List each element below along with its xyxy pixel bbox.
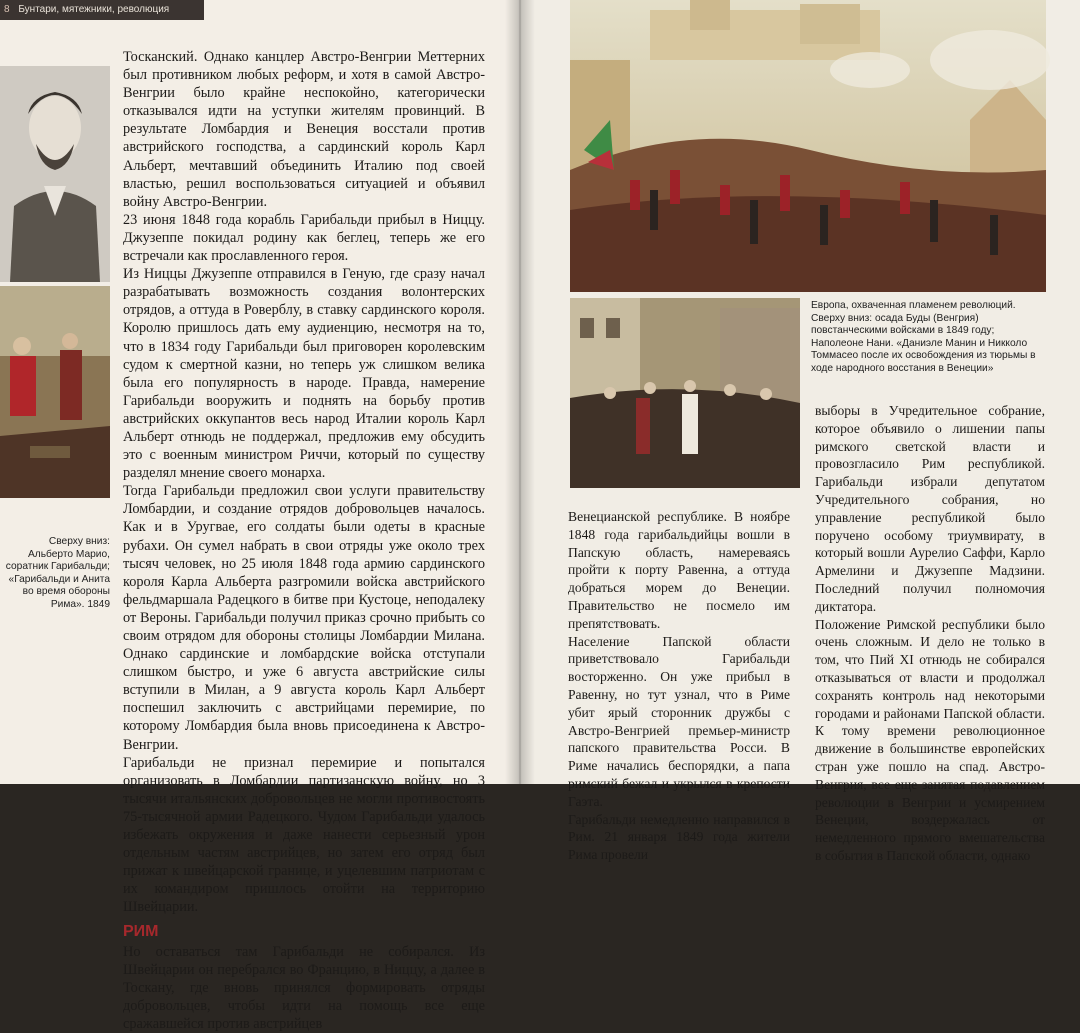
paragraph: 23 июня 1848 года корабль Гарибальди прибыл в Ниццу. Джузеппе покидал родину как беглец, теперь же его встречали как прославленного героя. xyxy=(123,211,485,265)
running-head xyxy=(0,0,204,20)
portrait-alberto-mario xyxy=(0,66,110,282)
paragraph: Население Папской области приветствовало Гарибальди восторженно. Он уже прибыл в Равенну, но тут узнал, что в Риме убит ярый сторонник дружбы с Австро-Венгрией премьер-министр папского правительства Росси. В Риме начались беспорядки, а папа римский бежал и укрылся в крепости Гаэта. xyxy=(568,633,790,809)
paragraph: Гарибальди немедленно направился в Рим. 21 января 1849 года жители Рима провели xyxy=(568,811,790,863)
paragraph: Но оставаться там Гарибальди не собирался. Из Швейцарии он перебрался во Францию, в Ниццу, а далее в Тоскану, где вновь принялся формировать отряды добровольцев, чтобы идти на помощь все еще сражавшейся против австрийцев xyxy=(123,943,485,1032)
left-body xyxy=(123,48,485,1033)
section-heading: РИМ xyxy=(123,922,159,940)
painting-siege-of-buda xyxy=(570,0,1046,292)
running-head-title: Бунтари, мятежники, революция xyxy=(18,4,170,15)
paragraph: Гарибальди не признал перемирие и попытался организовать в Ломбардии партизанскую войну, но 3 тысячи итальянских добровольцев не могли противостоять 75-тысячной армии Радецкого. Чудом Гарибальди удалось избежать окружения и даже нанести серьезный урон отдельным частям австрийцев, но затем его отряд был прижат к швейцарской границе, и уцелевшим патриотам с их командиром пришлось отойти на территорию Швейцарии. xyxy=(123,754,485,916)
left-page xyxy=(0,0,520,1032)
paragraph: Положение Римской республики было очень сложным. И дело не только в том, что Пий XI отнюдь не собирался отказываться от власти и продолжал сохранять контроль над некоторыми городами и районами Папской области. К тому времени революционное движение в большинстве европейских стран уже пошло на спад. Австро-Венгрия, все еще занятая подавлением революции в Венгрии и усмирением Венеции, воздержалась от немедленного прямого вмешательства в события в Папской области, однако xyxy=(815,616,1045,863)
paragraph: Тогда Гарибальди предложил свои услуги правительству Ломбардии, и создание отрядов добровольцев началось. Как и в Уругвае, его солдаты были одеты в красные рубахи. Он сумел набрать в свои отряды уже около трех тысяч человек, но 25 июля 1848 года армию сардинского короля Карла Альберта разгромили войска австрийского фельдмаршала Радецкого в битве при Кустоце, неподалеку от Вероны. Гарибальди получил приказ срочно прибыть со своим отрядом для обороны столицы Ломбардии Милана. Однако сардинские и ломбардские войска отступали слишком быстро, и уже 6 августа австрийские силы вступили в Милан, а 9 августа король Карл Альберт поспешил заключить с австрийцами перемирие, по которому Ломбардия была вновь присоединена к Австро-Венгрии. xyxy=(123,483,485,753)
paragraph: выборы в Учредительное собрание, которое объявило о лишении папы римского светской власти и провозгласило Рим республикой. Гарибальди избрали депутатом Учредительного собрания, но управление республикой было поручено особому триумвирату, в который вошли Аурелио Саффи, Карло Армелини и Джузеппе Мадзини. Последний получил полномочия диктатора. xyxy=(815,403,1045,614)
left-caption: Сверху вниз: Альберто Марио, соратник Гарибальди; «Гарибальди и Анита во время обороны Рима». 1849 xyxy=(5,536,110,610)
painting-garibaldi-anita xyxy=(0,286,110,498)
right-column-2 xyxy=(815,402,1045,865)
paragraph: Из Ниццы Джузеппе отправился в Геную, где сразу начал разрабатывать возможность создания волонтерских отрядов, а оттуда в Роверблу, в ставку сардинского короля. Королю пришлось дать ему аудиенцию, несмотря на то, что в 1834 году Гарибальди был приговорен королевским судом к смертной казни, но теперь уж слишком велика была его популярность в народе. Правда, намерение Гарибальди вооружить и поднять на борьбу против австрийских оккупантов весь народ Италии король Карл Альберт отнюдь не поддержал, предложив ему обсудить это с военным министром Риччи, который по существу разделял мнение своего монарха. xyxy=(123,266,485,482)
painting-manin-tommaseo xyxy=(570,298,800,488)
page-number: 8 xyxy=(4,4,10,15)
paragraph: Тосканский. Однако канцлер Австро-Венгрии Меттерних был противником любых реформ, и хотя в самой Австро-Венгрии было крайне неспокойно, категорически отказывался идти на уступки жителям провинций. В результате Ломбардия и Венеция восстали против австрийского господства, а сардинский король Карл Альберт, мечтавший объединить Италию под своей властью, решил воспользоваться ситуацией и объявил войну Австро-Венгрии. xyxy=(123,49,485,210)
right-column-1 xyxy=(568,508,790,864)
right-caption: Европа, охваченная пламенем революций. Сверху вниз: осада Буды (Венгрия) повстанческими войсками в 1849 году; Наполеоне Нани. «Даниэле Манин и Никколо Томмасео после их освобождения из тюрьмы в ходе народного восстания в Венеции» xyxy=(811,300,1036,374)
paragraph: Венецианской республике. В ноябре 1848 года гарибальдийцы вошли в Папскую область, намереваясь пройти к порту Равенна, а оттуда добраться морем до Венеции. Правительство не посмело им препятствовать. xyxy=(568,509,790,631)
